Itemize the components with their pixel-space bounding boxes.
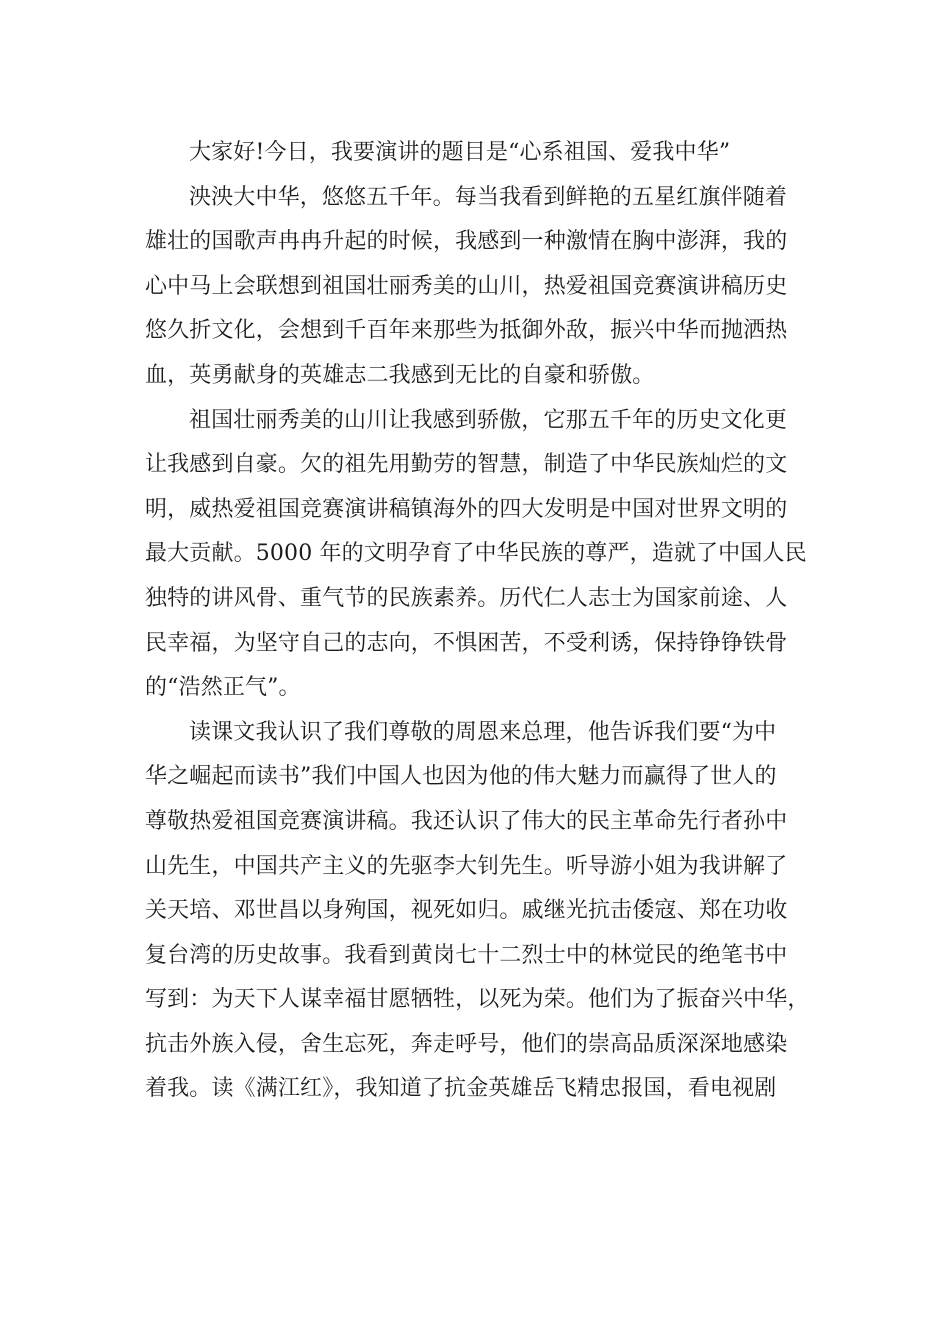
text-line: 血，英勇献身的英雄志二我感到无比的自豪和骄傲。: [145, 362, 655, 388]
paragraph-heroes: [145, 711, 810, 1112]
paragraph-history: [145, 399, 810, 711]
text-line: 独特的讲风骨、重气节的民族素养。历代仁人志士为国家前途、人: [145, 585, 788, 611]
paragraph-flag: [145, 176, 810, 399]
text-line: 最大贡献。5000 年的文明孕育了中华民族的尊严，造就了中国人民: [145, 541, 807, 567]
text-line: 明，威热爱祖国竞赛演讲稿镇海外的四大发明是中国对世界文明的: [145, 496, 788, 522]
paragraph-greeting: [145, 131, 810, 176]
speech-body: [145, 131, 810, 1112]
text-line: 关天培、邓世昌以身殉国，视死如归。戚继光抗击倭寇、郑在功收: [145, 898, 788, 924]
text-line: 让我感到自豪。欠的祖先用勤劳的智慧，制造了中华民族灿烂的文: [145, 452, 788, 478]
text-line: 着我。读《满江红》，我知道了抗金英雄岳飞精忠报国，看电视剧: [145, 1076, 777, 1102]
text-line: 山先生，中国共产主义的先驱李大钊先生。听导游小姐为我讲解了: [145, 853, 788, 879]
text-line: 读课文我认识了我们尊敬的周恩来总理，他告诉我们要“为中: [189, 719, 777, 745]
text-line: 祖国壮丽秀美的山川让我感到骄傲，它那五千年的历史文化更: [189, 407, 788, 433]
text-line: 雄壮的国歌声冉冉升起的时候，我感到一种激情在胸中澎湃，我的: [145, 229, 788, 255]
text-line: 复台湾的历史故事。我看到黄岗七十二烈士中的林觉民的绝笔书中: [145, 942, 788, 968]
text-line: 尊敬热爱祖国竞赛演讲稿。我还认识了伟大的民主革命先行者孙中: [145, 808, 788, 834]
text-line: 泱泱大中华，悠悠五千年。每当我看到鲜艳的五星红旗伴随着: [189, 184, 788, 210]
text-line: 悠久折文化，会想到千百年来那些为抵御外敌，振兴中华而抛洒热: [145, 318, 788, 344]
text-line: 大家好!今日，我要演讲的题目是“心系祖国、爱我中华”: [189, 140, 731, 165]
text-line: 华之崛起而读书”我们中国人也因为他的伟大魅力而赢得了世人的: [145, 764, 777, 790]
text-line: 民幸福，为坚守自己的志向，不惧困苦，不受利诱，保持铮铮铁骨: [145, 630, 788, 656]
text-line: 心中马上会联想到祖国壮丽秀美的山川，热爱祖国竞赛演讲稿历史: [145, 273, 788, 299]
text-line: 的“浩然正气”。: [145, 675, 301, 701]
text-line: 写到：为天下人谋幸福甘愿牺牲，以死为荣。他们为了振奋兴中华，: [145, 987, 810, 1013]
text-line: 抗击外族入侵，舍生忘死，奔走呼号，他们的崇高品质深深地感染: [145, 1031, 788, 1057]
